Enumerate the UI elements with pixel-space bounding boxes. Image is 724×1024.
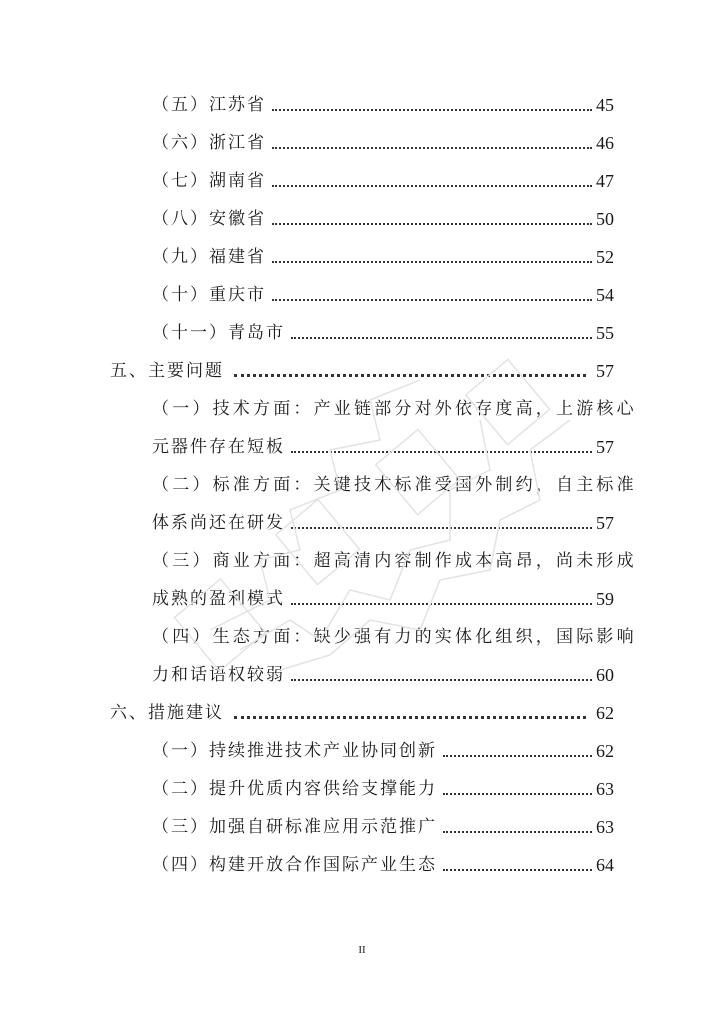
toc-entry-title: （八）安徽省: [152, 209, 266, 229]
toc-leader: [443, 793, 592, 795]
toc-leader: [443, 869, 592, 871]
toc-entry[interactable]: [152, 276, 614, 306]
toc-leader: [272, 109, 592, 111]
toc-entry-title: （四）构建开放合作国际产业生态: [152, 855, 437, 875]
toc-entry[interactable]: [152, 200, 614, 230]
toc-entry-title: （一）持续推进技术产业协同创新: [152, 741, 437, 761]
toc-entry-line1[interactable]: [152, 618, 637, 648]
toc-section[interactable]: [110, 352, 614, 382]
toc-entry-title: 元器件存在短板: [152, 437, 285, 457]
toc-entry-title: （十一）青岛市: [152, 323, 285, 343]
toc-entry-title-line1: （四）生态方面：缺少强有力的实体化组织，国际影响: [152, 627, 637, 647]
toc-entry[interactable]: [152, 808, 614, 838]
toc-entry-title: 成熟的盈利模式: [152, 589, 285, 609]
toc-entry-page: 55: [596, 323, 614, 343]
toc-entry[interactable]: [152, 238, 614, 268]
toc-entry-page: 59: [596, 589, 614, 609]
toc-leader: [272, 147, 592, 149]
toc-entry-page: 62: [596, 741, 614, 761]
toc-leader: [272, 261, 592, 263]
toc-leader: [291, 603, 592, 605]
toc-entry-title: （七）湖南省: [152, 171, 266, 191]
toc-entry-title: （三）加强自研标准应用示范推广: [152, 817, 437, 837]
toc-leader: [291, 527, 592, 529]
toc-leader: [234, 716, 586, 719]
toc-entry[interactable]: [152, 428, 614, 458]
toc-entry-title: （五）江苏省: [152, 95, 266, 115]
toc-entry-page: 50: [596, 209, 614, 229]
toc-entry[interactable]: [152, 732, 614, 762]
toc-section-title: 六、措施建议: [110, 703, 224, 723]
toc-entry-title: 体系尚还在研发: [152, 513, 285, 533]
toc-section-page: 62: [596, 703, 614, 723]
toc-entry-page: 63: [596, 779, 614, 799]
toc-entry[interactable]: [152, 162, 614, 192]
toc-entry-page: 54: [596, 285, 614, 305]
toc-entry-page: 47: [596, 171, 614, 191]
toc-entry[interactable]: [152, 314, 614, 344]
toc-leader: [272, 299, 592, 301]
toc-leader: [272, 185, 592, 187]
toc-section[interactable]: [110, 694, 614, 724]
toc-leader: [291, 337, 592, 339]
toc-entry-line1[interactable]: [152, 390, 637, 420]
toc-entry-line1[interactable]: [152, 466, 637, 496]
toc-entry-title: 力和话语权较弱: [152, 665, 285, 685]
toc-entry[interactable]: [152, 580, 614, 610]
toc-entry-page: 57: [596, 437, 614, 457]
toc-section-page: 57: [596, 361, 614, 381]
toc-entry-title: （十）重庆市: [152, 285, 266, 305]
toc-leader: [291, 451, 592, 453]
toc-entry[interactable]: [152, 770, 614, 800]
toc-entry-page: 52: [596, 247, 614, 267]
toc-entry-title-line1: （三）商业方面：超高清内容制作成本高昂，尚未形成: [152, 551, 637, 571]
toc-entry-page: 57: [596, 513, 614, 533]
toc-entry-page: 64: [596, 855, 614, 875]
toc-leader: [443, 831, 592, 833]
toc-entry[interactable]: [152, 504, 614, 534]
toc-entry-title-line1: （二）标准方面：关键技术标准受国外制约，自主标准: [152, 475, 637, 495]
toc-section-title: 五、主要问题: [110, 361, 224, 381]
toc-entry[interactable]: [152, 124, 614, 154]
toc-entry-page: 45: [596, 95, 614, 115]
toc-leader: [234, 374, 586, 377]
toc-leader: [443, 755, 592, 757]
toc-entry-title: （九）福建省: [152, 247, 266, 267]
toc-entry-title: （六）浙江省: [152, 133, 266, 153]
toc-leader: [272, 223, 592, 225]
toc-entry-title-line1: （一）技术方面：产业链部分对外依存度高，上游核心: [152, 399, 637, 419]
toc-entry[interactable]: [152, 86, 614, 116]
toc-entry[interactable]: [152, 656, 614, 686]
toc-entry-title: （二）提升优质内容供给支撑能力: [152, 779, 437, 799]
toc-entry-line1[interactable]: [152, 542, 637, 572]
toc-leader: [291, 679, 592, 681]
toc-entry-page: 60: [596, 665, 614, 685]
toc-entry-page: 46: [596, 133, 614, 153]
toc-entry-page: 63: [596, 817, 614, 837]
toc-entry[interactable]: [152, 846, 614, 876]
page-number: II: [358, 944, 366, 956]
